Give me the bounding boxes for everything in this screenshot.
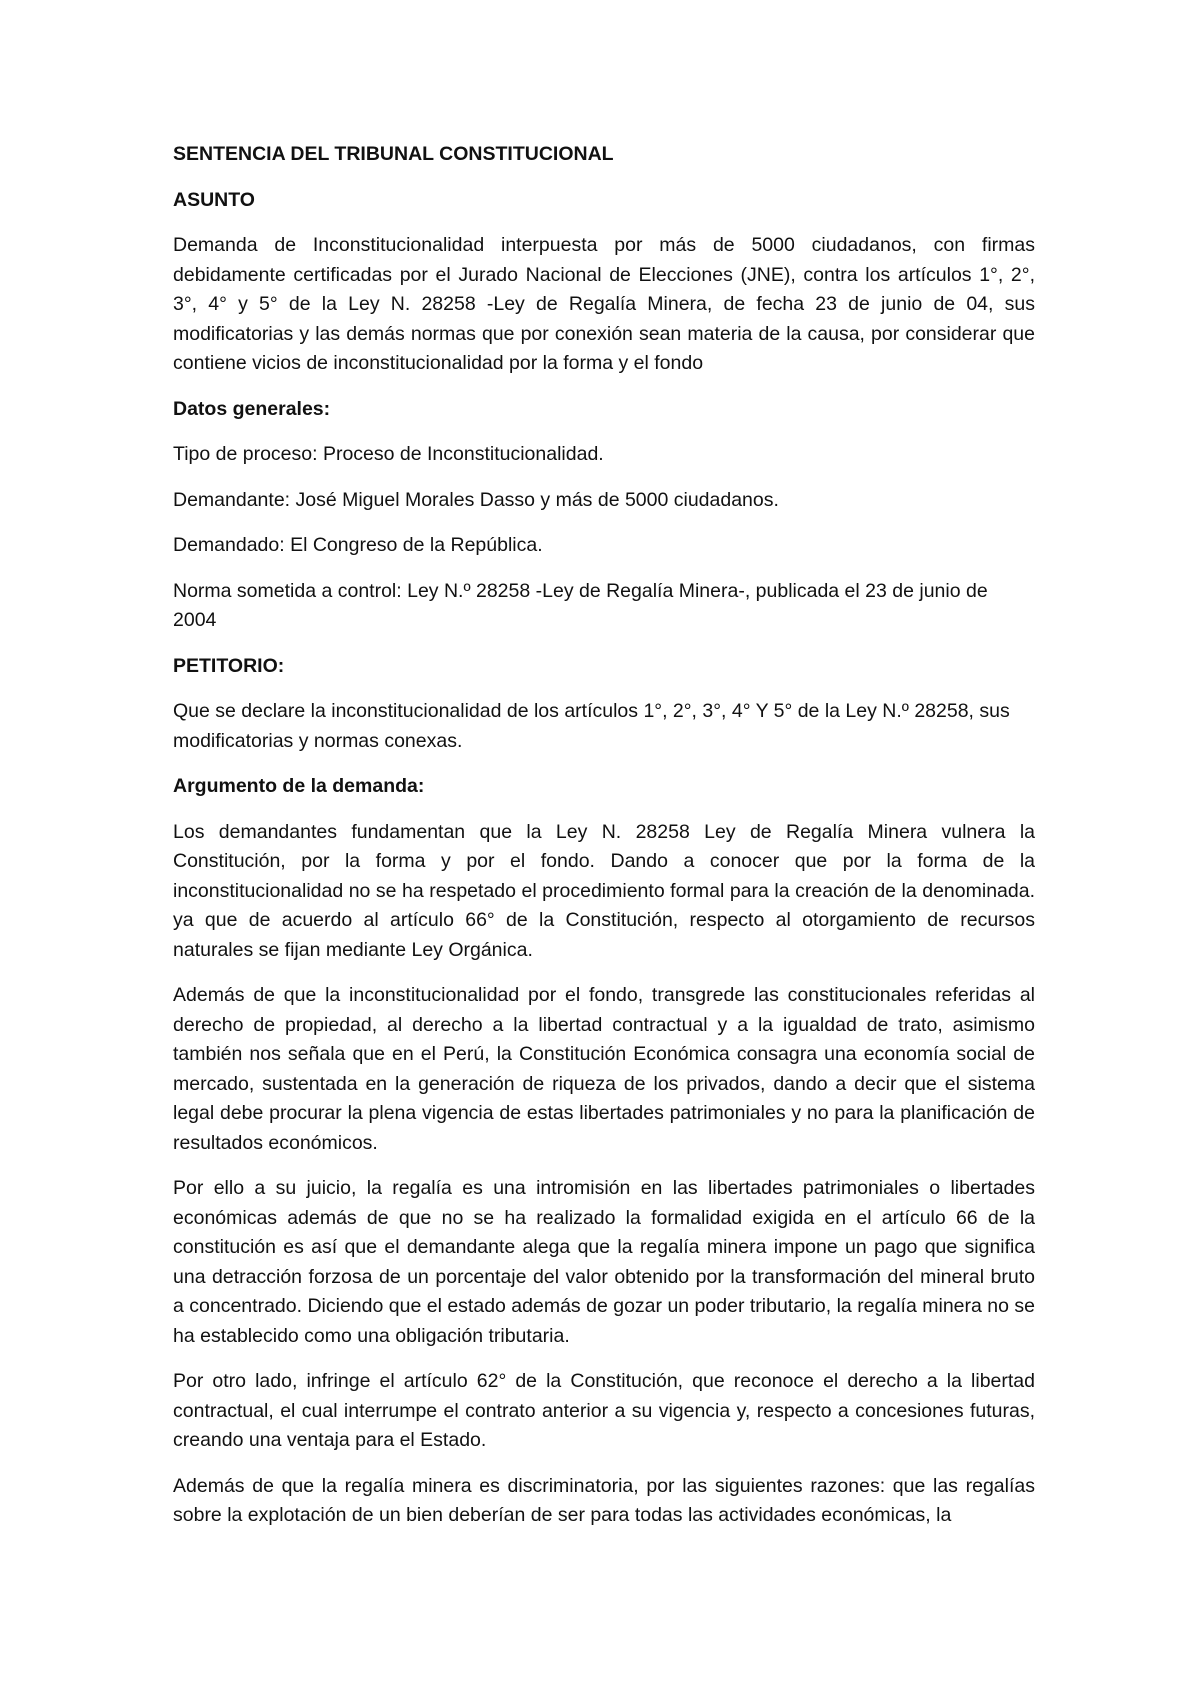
argumento-paragraph-5: Además de que la regalía minera es discriminatoria, por las siguientes razones: que las regalías sobre la explotación de un bien deberían de ser para todas las actividades económicas, la bbox=[173, 1474, 1035, 1526]
argumento-paragraph-1: Los demandantes fundamentan que la Ley N. 28258 Ley de Regalía Minera vulnera la Constitución, por la forma y por el fondo. Dando a conocer que por la forma de la inconstitucionalidad no se ha respetado el procedimiento formal para la creación de la denominada. ya que de acuerdo al artículo 66° de la Constitución, respecto al otorgamiento de recursos naturales se fijan mediante Ley Orgánica. bbox=[173, 820, 1035, 961]
document-title: SENTENCIA DEL TRIBUNAL CONSTITUCIONAL bbox=[173, 143, 614, 165]
petitorio-heading: PETITORIO: bbox=[173, 654, 285, 677]
argumento-paragraph-2: Además de que la inconstitucionalidad por el fondo, transgrede las constitucionales referidas al derecho de propiedad, al derecho a la libertad contractual y a la igualdad de trato, asimismo también nos señala que en el Perú, la Constitución Económica consagra una economía social de mercado, sustentada en la generación de riqueza de los privados, dando a decir que el sistema legal debe procurar la plena vigencia de estas libertades patrimoniales y no para la planificación de resultados económicos. bbox=[173, 984, 1035, 1154]
argumento-paragraph-3: Por ello a su juicio, la regalía es una intromisión en las libertades patrimoniales o libertades económicas además de que no se ha realizado la formalidad exigida en el artículo 66 de la constitución es así que el demandante alega que la regalía minera impone un pago que significa una detracción forzosa de un porcentaje del valor obtenido por la transformación del mineral bruto a concentrado. Diciendo que el estado además de gozar un poder tributario, la regalía minera no se ha establecido como una obligación tributaria. bbox=[173, 1177, 1035, 1347]
argumento-paragraph-4: Por otro lado, infringe el artículo 62° de la Constitución, que reconoce el derecho a la libertad contractual, el cual interrumpe el contrato anterior a su vigencia y, respecto a concesiones futuras, creando una ventaja para el Estado. bbox=[173, 1370, 1035, 1451]
datos-generales-heading: Datos generales: bbox=[173, 397, 331, 420]
asunto-heading: ASUNTO bbox=[173, 188, 255, 211]
petitorio-paragraph: Que se declare la inconstitucionalidad de los artículos 1°, 2°, 3°, 4° Y 5° de la Ley N.º 28258, sus modificatorias y normas conexas. bbox=[173, 700, 1010, 752]
demandante: Demandante: José Miguel Morales Dasso y más de 5000 ciudadanos. bbox=[173, 488, 779, 511]
demandado: Demandado: El Congreso de la República. bbox=[173, 534, 543, 556]
asunto-paragraph: Demanda de Inconstitucionalidad interpuesta por más de 5000 ciudadanos, con firmas debidamente certificadas por el Jurado Nacional de Elecciones (JNE), contra los artículos 1°, 2°, 3°, 4° y 5° de la Ley N. 28258 -Ley de Regalía Minera, de fecha 23 de junio de 04, sus modificatorias y las demás normas que por conexión sean materia de la causa, por considerar que contiene vicios de inconstitucionalidad por la forma y el fondo bbox=[173, 234, 1035, 374]
document-page bbox=[173, 140, 1035, 1547]
norma-sometida: Norma sometida a control: Ley N.º 28258 -Ley de Regalía Minera-, publicada el 23 de junio de 2004 bbox=[173, 579, 988, 631]
tipo-proceso: Tipo de proceso: Proceso de Inconstitucionalidad. bbox=[173, 443, 604, 465]
argumento-heading: Argumento de la demanda: bbox=[173, 775, 425, 797]
